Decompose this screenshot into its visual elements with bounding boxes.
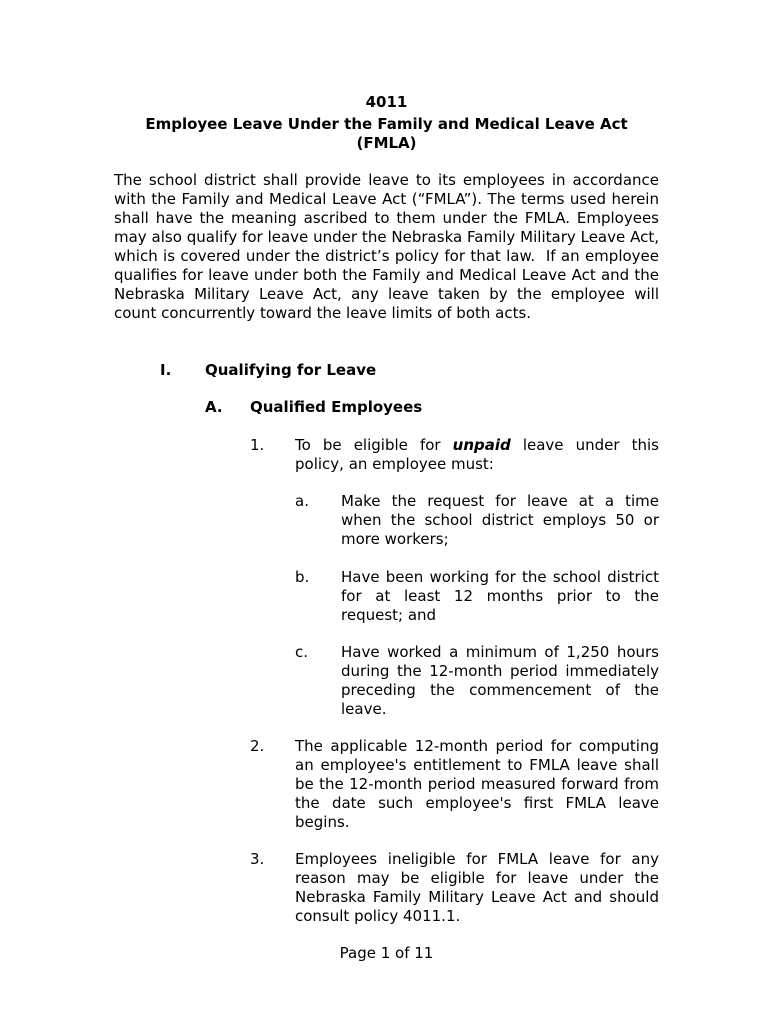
policy-number: 4011 [365,93,408,111]
item-1-marker: 1. [250,436,265,454]
item-3-marker: 3. [250,850,265,868]
section-a-heading: Qualified Employees [250,398,423,416]
item-1-text-after: leave under this policy, an employee must: [295,436,659,473]
item-c-marker: c. [295,643,309,661]
item-1-emphasis: unpaid [452,436,511,454]
section-a-marker: A. [205,398,223,416]
item-1-text-before: To be eligible for [295,436,453,454]
item-b-text: Have been working for the school district for at least 12 months prior to the request; and [341,568,659,624]
item-2-text: The applicable 12-month period for computing an employee's entitlement to FMLA leave shall be the 12-month period measured forward from the date such employee's first FMLA leave begins. [295,737,659,831]
section-i-marker: I. [160,361,172,379]
item-a-marker: a. [295,492,309,510]
policy-title-abbreviation: (FMLA) [356,134,417,152]
item-b-marker: b. [295,568,310,586]
item-3-text: Employees ineligible for FMLA leave for any reason may be eligible for leave under the Nebraska Family Military Leave Act and should consult policy 4011.1. [295,850,659,925]
item-1-text [295,436,659,474]
section-i-heading: Qualifying for Leave [205,361,377,379]
item-a-text: Make the request for leave at a time when the school district employs 50 or more workers; [341,492,659,548]
policy-title: Employee Leave Under the Family and Medical Leave Act [145,115,628,133]
item-2-marker: 2. [250,737,265,755]
item-c-text: Have worked a minimum of 1,250 hours during the 12-month period immediately preceding the commencement of the leave. [341,643,659,718]
page-footer: Page 1 of 11 [339,944,434,962]
intro-paragraph: The school district shall provide leave to its employees in accordance with the Family and Medical Leave Act (“FMLA”). The terms used herein shall have the meaning ascribed to them under the FMLA. Employees may also qualify for leave under the Nebraska Family Military Leave Act, which is covered under the district’s policy for that law. If an employee qualifies for leave under both the Family and Medical Leave Act and the Nebraska Military Leave Act, any leave taken by the employee will count concurrently toward the leave limits of both acts. [114,171,659,322]
